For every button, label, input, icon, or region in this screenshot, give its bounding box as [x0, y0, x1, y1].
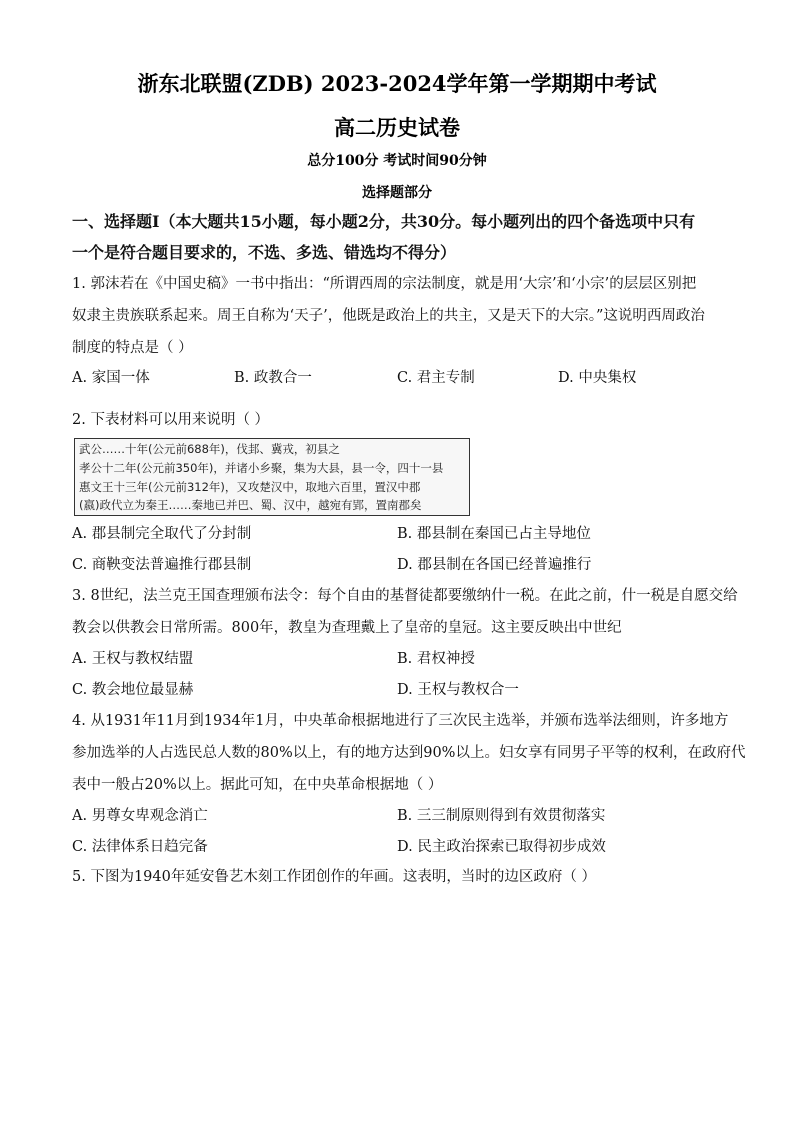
q3-option-a: A. 王权与教权结盟: [72, 651, 194, 667]
q1-option-a: A. 家国一体: [72, 370, 150, 386]
q4-stem-line1: 4. 从1931年11月到1934年1月，中央革命根据地进行了三次民主选举，并颁布选举法细则，许多地方: [72, 713, 729, 729]
exam-meta: 总分100分 考试时间90分钟: [307, 153, 487, 169]
q2-material-table: [74, 438, 470, 516]
paper-title: 高二历史试卷: [334, 115, 460, 140]
q1-stem-line2: 奴隶主贵族联系起来。周王自称为‘天子’，他既是政治上的共主，又是天下的大宗。”这说明西周政治: [72, 308, 705, 324]
q2-option-c: C. 商鞅变法普遍推行郡县制: [72, 557, 252, 573]
table-row: 孝公十二年(公元前350年)，并诸小乡聚，集为大县，县一令，四十一县: [79, 461, 444, 475]
q1-stem-line1: 1. 郭沫若在《中国史稿》一书中指出：“所谓西周的宗法制度，就是用‘大宗’和‘小宗’的层层区别把: [72, 276, 697, 292]
q3-option-b: B. 君权神授: [397, 651, 475, 667]
q4-option-d: D. 民主政治探索已取得初步成效: [397, 839, 606, 855]
q2-option-d: D. 郡县制在各国已经普遍推行: [397, 557, 592, 573]
section-title: 选择题部分: [362, 185, 432, 201]
table-row: 惠文王十三年(公元前312年)，又攻楚汉中，取地六百里，置汉中郡: [79, 480, 421, 494]
q1-stem-line3: 制度的特点是（ ）: [72, 340, 193, 356]
table-row: (嬴)政代立为秦王……秦地已并巴、蜀、汉中，越宛有郢，置南郡矣: [79, 498, 422, 512]
q2-option-b: B. 郡县制在秦国已占主导地位: [397, 526, 591, 542]
q4-option-c: C. 法律体系日趋完备: [72, 839, 208, 855]
q3-option-c: C. 教会地位最显赫: [72, 682, 194, 698]
q1-option-d: D. 中央集权: [558, 370, 637, 386]
q1-option-c: C. 君主专制: [397, 370, 475, 386]
table-row: 武公……十年(公元前688年)，伐邽、冀戎，初县之: [79, 442, 340, 456]
q1-option-b: B. 政教合一: [234, 370, 312, 386]
q3-option-d: D. 王权与教权合一: [397, 682, 519, 698]
instructions-line1: 一、选择题Ⅰ（本大题共15小题，每小题2分，共30分。每小题列出的四个备选项中只有: [72, 212, 696, 231]
q4-stem-line3: 表中一般占20%以上。据此可知，在中央革命根据地（ ）: [72, 777, 443, 793]
instructions-line2: 一个是符合题目要求的，不选、多选、错选均不得分）: [72, 243, 457, 262]
q3-stem-line2: 教会以供教会日常所需。800年，教皇为查理戴上了皇帝的皇冠。这主要反映出中世纪: [72, 620, 622, 636]
q2-option-a: A. 郡县制完全取代了分封制: [72, 526, 252, 542]
q2-stem: 2. 下表材料可以用来说明（ ）: [72, 412, 270, 428]
q4-stem-line2: 参加选举的人占选民总人数的80%以上，有的地方达到90%以上。妇女享有同男子平等的权利，在政府代: [72, 745, 746, 761]
q4-option-a: A. 男尊女卑观念消亡: [72, 808, 208, 824]
q4-option-b: B. 三三制原则得到有效贯彻落实: [397, 808, 606, 824]
exam-title: 浙东北联盟(ZDB) 2023-2024学年第一学期期中考试: [137, 71, 657, 96]
q5-stem: 5. 下图为1940年延安鲁艺木刻工作团创作的年画。这表明，当时的边区政府（ ）: [72, 869, 596, 885]
q3-stem-line1: 3. 8世纪，法兰克王国查理颁布法令：每个自由的基督徒都要缴纳什一税。在此之前，什一税是自愿交给: [72, 588, 738, 604]
